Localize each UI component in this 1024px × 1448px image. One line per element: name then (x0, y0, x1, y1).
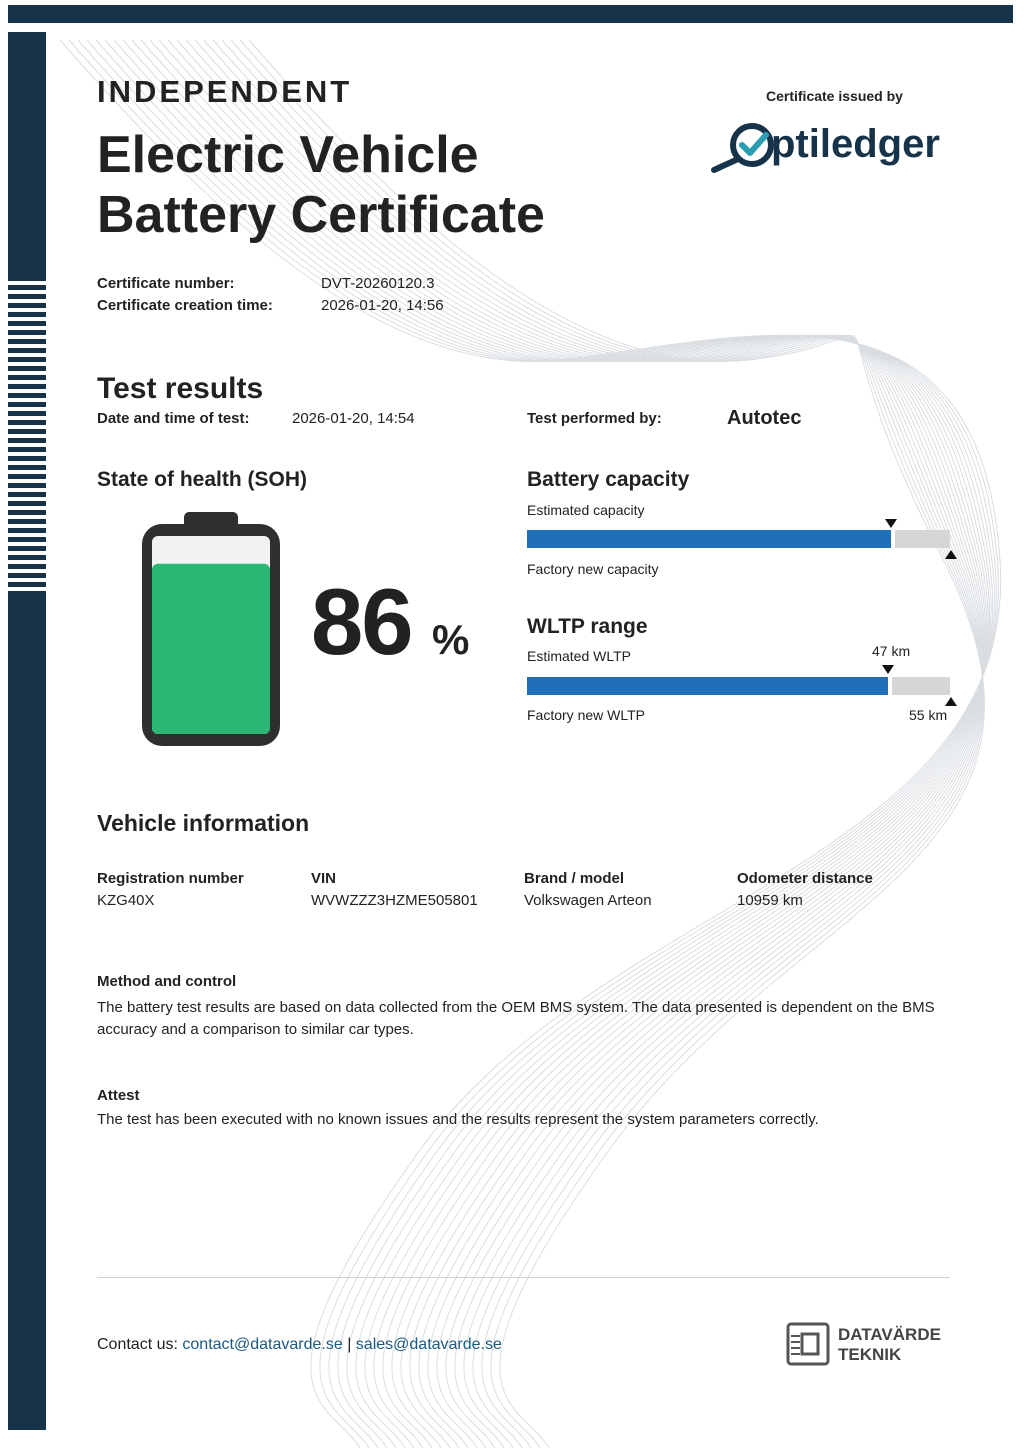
estimated-wltp-value: 47 km (872, 643, 911, 659)
method-heading: Method and control (97, 973, 237, 990)
certificate-title (97, 125, 545, 245)
wltp-bar-track (527, 677, 950, 695)
vehicle-field-value: WVWZZZ3HZME505801 (311, 892, 478, 909)
contact-separator: | (347, 1336, 352, 1353)
datavarde-logo-text (838, 1325, 941, 1365)
optiledger-logo (708, 118, 968, 180)
sales-email-link[interactable]: sales@datavarde.se (355, 1336, 502, 1353)
title-line-2: Battery Certificate (97, 186, 545, 244)
wltp-bar-fill (527, 677, 888, 695)
vehicle-field-label: Odometer distance (737, 870, 873, 887)
method-text: The battery test results are based on data collected from the OEM BMS system. The data presented is dependent on the BMS accuracy and a comparison to similar car types. (97, 999, 935, 1038)
certificate-creation-time: 2026-01-20, 14:56 (321, 297, 444, 314)
test-performed-by: Autotec (727, 407, 802, 429)
wave-line (204, 40, 983, 1448)
attest-text: The test has been executed with no known issues and the results represent the system parameters correctly. (97, 1111, 819, 1128)
top-border-bar (8, 5, 1013, 23)
datavarde-logo (786, 1322, 946, 1368)
contact-email-link[interactable]: contact@datavarde.se (182, 1336, 343, 1353)
optiledger-logo-text: ptiledger (771, 122, 940, 166)
factory-wltp-value: 55 km (909, 707, 948, 723)
capacity-bar-fill (527, 530, 891, 548)
vehicle-field-label: Registration number (97, 870, 244, 887)
wave-line (177, 40, 983, 1448)
datavarde-chip-icon (786, 1322, 830, 1366)
vehicle-field-brand-model (524, 870, 652, 909)
factory-capacity-label: Factory new capacity (527, 561, 659, 577)
wave-line (249, 40, 984, 1448)
certificate-creation-label: Certificate creation time: (97, 297, 273, 314)
factory-wltp-label: Factory new WLTP (527, 707, 645, 723)
battery-icon (136, 510, 286, 750)
estimated-capacity-label: Estimated capacity (527, 502, 645, 518)
datavarde-line-2: TEKNIK (838, 1345, 902, 1364)
soh-heading: State of health (SOH) (97, 468, 308, 491)
wave-line (168, 40, 984, 1448)
footer-divider (97, 1277, 950, 1278)
title-line-1: Electric Vehicle (97, 126, 479, 184)
vehicle-field-label: Brand / model (524, 870, 625, 887)
battery-capacity-heading: Battery capacity (527, 468, 690, 491)
attest-heading: Attest (97, 1087, 140, 1104)
issued-by-label: Certificate issued by (766, 88, 903, 104)
test-results-heading: Test results (97, 372, 264, 405)
vehicle-field-vin (311, 870, 478, 909)
soh-value: 86 (311, 569, 412, 674)
wave-line (240, 40, 984, 1448)
magnifier-check-icon (708, 118, 778, 180)
wave-line (195, 40, 983, 1448)
estimated-wltp-marker (882, 665, 894, 674)
side-stripes (8, 276, 46, 596)
vehicle-field-value: KZG40X (97, 892, 155, 909)
estimated-wltp-label: Estimated WLTP (527, 648, 631, 664)
side-border-bar (8, 32, 46, 1430)
factory-wltp-marker (945, 697, 957, 706)
certificate-number: DVT-20260120.3 (321, 275, 435, 292)
wave-line (186, 40, 983, 1448)
battery-fill-level (152, 564, 270, 734)
estimated-capacity-marker (885, 519, 897, 528)
certificate-number-label: Certificate number: (97, 275, 235, 292)
soh-unit: % (432, 616, 470, 663)
test-performed-label: Test performed by: (527, 410, 662, 427)
certificate-kicker: INDEPENDENT (97, 74, 353, 109)
factory-capacity-marker (945, 550, 957, 559)
capacity-bar-track (527, 530, 950, 548)
vehicle-field-label: VIN (311, 870, 337, 887)
vehicle-field-value: 10959 km (737, 892, 803, 909)
datavarde-line-1: DATAVÄRDE (838, 1325, 941, 1344)
wave-line (213, 40, 983, 1448)
contact-label: Contact us: (97, 1336, 178, 1353)
wave-line (231, 40, 983, 1448)
vehicle-field-value: Volkswagen Arteon (524, 892, 652, 909)
vehicle-field-registration (97, 870, 244, 909)
capacity-bar-gap (891, 530, 895, 548)
test-date-label: Date and time of test: (97, 410, 250, 427)
wave-line (222, 40, 983, 1448)
contact-line (97, 1336, 502, 1354)
vehicle-info-heading: Vehicle information (97, 810, 310, 836)
wltp-bar-gap (888, 677, 892, 695)
test-date: 2026-01-20, 14:54 (292, 410, 415, 427)
vehicle-field-odometer (737, 870, 873, 909)
wltp-heading: WLTP range (527, 615, 648, 638)
